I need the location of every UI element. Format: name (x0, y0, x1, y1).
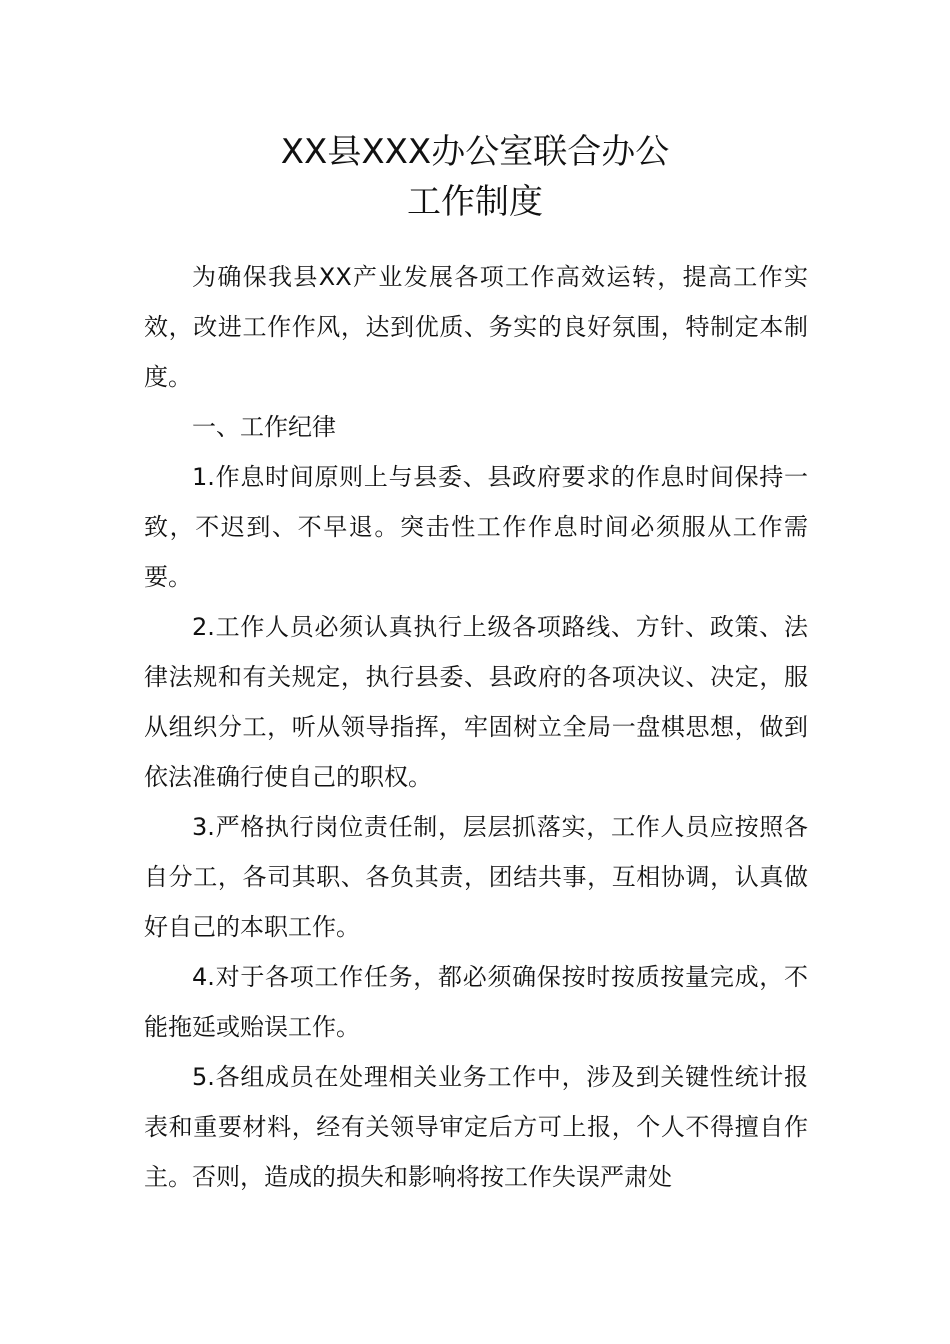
rule-paragraph-4: 4.对于各项工作任务，都必须确保按时按质按量完成，不能拖延或贻误工作。 (144, 963, 808, 1041)
document-title: XX县XXX办公室联合办公 (280, 132, 670, 172)
document-subtitle: 工作制度 (407, 182, 543, 222)
document-body (144, 252, 808, 1202)
rule-paragraph-3: 3.严格执行岗位责任制，层层抓落实，工作人员应按照各自分工，各司其职、各负其责，团结共事，互相协调，认真做好自己的本职工作。 (144, 813, 808, 941)
rule-paragraph-1: 1.作息时间原则上与县委、县政府要求的作息时间保持一致，不迟到、不早退。突击性工作作息时间必须服从工作需要。 (144, 463, 808, 591)
rule-paragraph-2: 2.工作人员必须认真执行上级各项路线、方针、政策、法律法规和有关规定，执行县委、县政府的各项决议、决定，服从组织分工，听从领导指挥，牢固树立全局一盘棋思想，做到依法准确行使自己的职权。 (144, 613, 808, 791)
rule-paragraph-5: 5.各组成员在处理相关业务工作中，涉及到关键性统计报表和重要材料，经有关领导审定后方可上报，个人不得擅自作主。否则，造成的损失和影响将按工作失误严肃处 (144, 1063, 808, 1191)
intro-paragraph: 为确保我县XX产业发展各项工作高效运转，提高工作实效，改进工作作风，达到优质、务实的良好氛围，特制定本制度。 (144, 263, 808, 391)
section-heading: 一、工作纪律 (192, 413, 336, 441)
